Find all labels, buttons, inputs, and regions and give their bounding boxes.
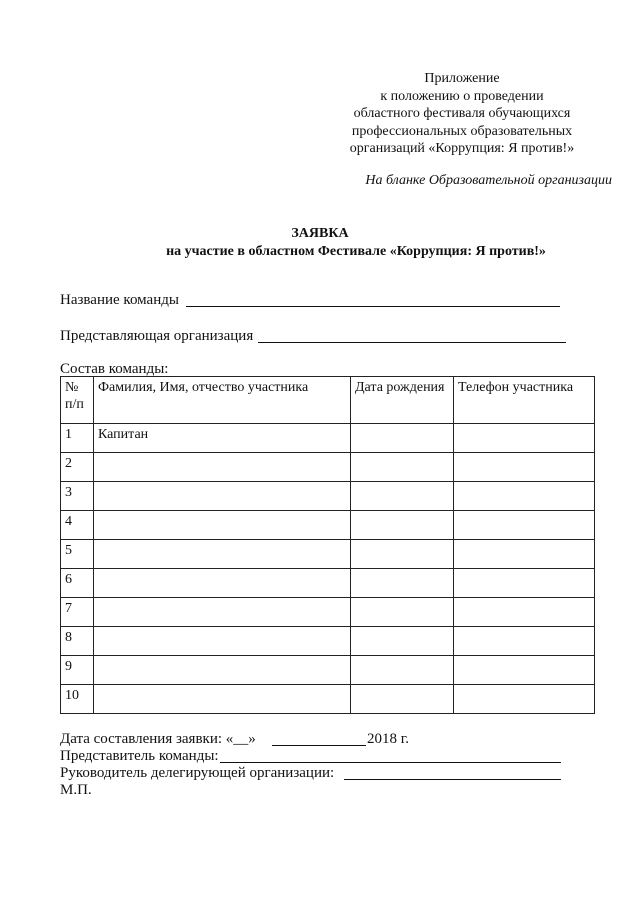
row-number: 1: [61, 424, 94, 453]
organization-field[interactable]: [258, 342, 566, 343]
document-subtitle: на участие в областном Фестивале «Коррупция: Я против!»: [166, 244, 546, 259]
row-name-cell[interactable]: [94, 540, 351, 569]
date-year-field[interactable]: [272, 745, 366, 746]
table-row: [61, 569, 595, 598]
row-birth-cell[interactable]: [351, 424, 454, 453]
table-row: [61, 511, 595, 540]
row-number: 4: [61, 511, 94, 540]
document-title: ЗАЯВКА: [291, 226, 349, 241]
row-birth-cell[interactable]: [351, 482, 454, 511]
appendix-block: [312, 70, 612, 158]
team-composition-label: Состав команды:: [60, 361, 169, 377]
row-number: 6: [61, 569, 94, 598]
table-row: [61, 685, 595, 714]
row-name-cell[interactable]: [94, 685, 351, 714]
row-name-cell[interactable]: [94, 656, 351, 685]
representative-field[interactable]: [220, 762, 561, 763]
row-phone-cell[interactable]: [454, 569, 595, 598]
table-row: [61, 540, 595, 569]
row-phone-cell[interactable]: [454, 424, 595, 453]
head-of-organization-label: Руководитель делегирующей организации:: [60, 765, 335, 781]
team-name-label: Название команды: [60, 292, 179, 308]
row-number: 10: [61, 685, 94, 714]
row-phone-cell[interactable]: [454, 511, 595, 540]
organization-label: Представляющая организация: [60, 328, 254, 344]
table-row: [61, 482, 595, 511]
row-phone-cell[interactable]: [454, 656, 595, 685]
appendix-line: Приложение: [424, 71, 500, 86]
date-suffix: 2018 г.: [367, 731, 409, 747]
appendix-line: организаций «Коррупция: Я против!»: [349, 141, 575, 156]
table-row: [61, 598, 595, 627]
row-phone-cell[interactable]: [454, 598, 595, 627]
blank-note: На бланке Образовательной организации: [365, 173, 612, 188]
row-name-cell[interactable]: [94, 627, 351, 656]
row-name-cell[interactable]: [94, 598, 351, 627]
row-number: 5: [61, 540, 94, 569]
header-name: Фамилия, Имя, отчество участника: [94, 377, 351, 424]
row-birth-cell[interactable]: [351, 627, 454, 656]
row-phone-cell[interactable]: [454, 627, 595, 656]
header-phone: Телефон участника: [454, 377, 595, 424]
team-table: [60, 376, 595, 714]
table-row: [61, 627, 595, 656]
row-name-cell[interactable]: [94, 511, 351, 540]
row-phone-cell[interactable]: [454, 482, 595, 511]
row-name-cell[interactable]: [94, 569, 351, 598]
row-number: 8: [61, 627, 94, 656]
date-prefix: Дата составления заявки: «__»: [60, 731, 256, 747]
appendix-line: профессиональных образовательных: [351, 123, 573, 139]
row-phone-cell[interactable]: [454, 453, 595, 482]
row-number: 3: [61, 482, 94, 511]
row-number: 7: [61, 598, 94, 627]
row-phone-cell[interactable]: [454, 540, 595, 569]
row-birth-cell[interactable]: [351, 511, 454, 540]
stamp-label: М.П.: [60, 782, 92, 798]
appendix-line: областного фестиваля обучающихся: [353, 106, 571, 121]
row-number: 9: [61, 656, 94, 685]
row-phone-cell[interactable]: [454, 685, 595, 714]
header-number: № п/п: [61, 377, 94, 424]
row-name-cell[interactable]: Капитан: [94, 424, 351, 453]
head-of-organization-field[interactable]: [344, 779, 561, 780]
row-birth-cell[interactable]: [351, 598, 454, 627]
table-row: [61, 656, 595, 685]
appendix-line: к положению о проведении: [380, 88, 544, 104]
row-name-cell[interactable]: [94, 453, 351, 482]
header-birth-date: Дата рождения: [351, 377, 454, 424]
row-number: 2: [61, 453, 94, 482]
row-birth-cell[interactable]: [351, 569, 454, 598]
row-birth-cell[interactable]: [351, 656, 454, 685]
row-birth-cell[interactable]: [351, 453, 454, 482]
team-name-field[interactable]: [186, 306, 560, 307]
row-birth-cell[interactable]: [351, 685, 454, 714]
table-row: [61, 453, 595, 482]
table-header-row: [61, 377, 595, 424]
representative-label: Представитель команды:: [60, 748, 219, 764]
row-name-cell[interactable]: [94, 482, 351, 511]
row-birth-cell[interactable]: [351, 540, 454, 569]
table-row: [61, 424, 595, 453]
